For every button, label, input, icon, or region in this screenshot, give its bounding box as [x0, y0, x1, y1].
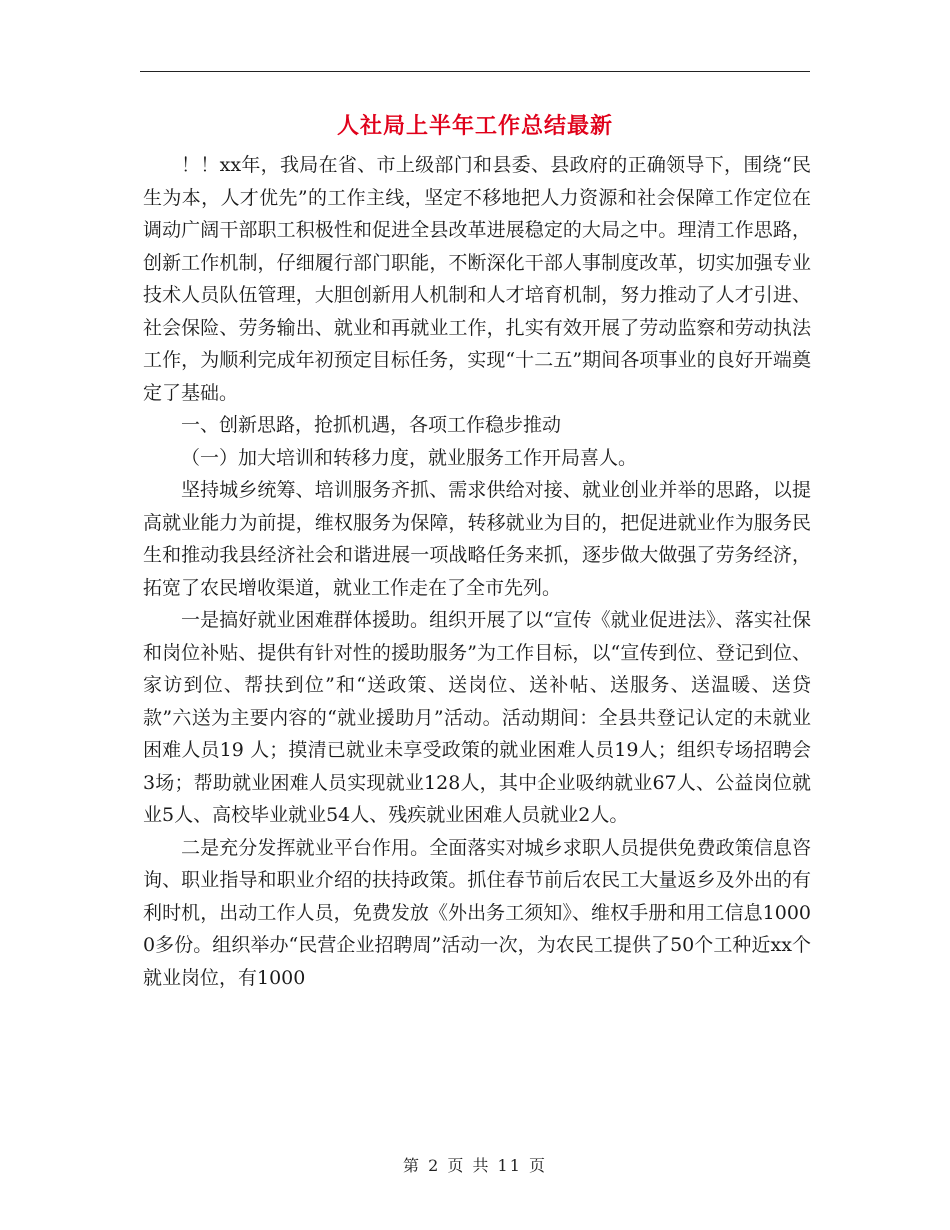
paragraph-strategy: 坚持城乡统筹、培训服务齐抓、需求供给对接、就业创业并举的思路，以提高就业能力为前提，维权服务为保障，转移就业为目的，把促进就业作为服务民生和推动我县经济社会和谐进展一项战略任务来抓，逐步做大做强了劳务经济，拓宽了农民增收渠道，就业工作走在了全市先列。	[143, 479, 811, 599]
subsection-heading: （一）加大培训和转移力度，就业服务工作开局喜人。	[181, 446, 638, 469]
paragraph-point-two: 二是充分发挥就业平台作用。全面落实对城乡求职人员提供免费政策信息咨询、职业指导和职业介绍的扶持政策。抓住春节前后农民工大量返乡及外出的有利时机，出动工作人员，免费发放《外出务工须知》、维权手册和用工信息10000多份。组织举办“民营企业招聘周”活动一次，为农民工提供了50个工种近xx个就业岗位，有1000	[143, 836, 811, 989]
section-heading: 一、创新思路，抢抓机遇，各项工作稳步推动	[181, 414, 562, 436]
paragraph-point-one: 一是搞好就业困难群体援助。组织开展了以“宣传《就业促进法》、落实社保和岗位补贴、提供有针对性的援助服务”为工作目标，以“宣传到位、登记到位、家访到位、帮扶到位”和“送政策、送岗位、送补帖、送服务、送温暖、送贷款”六送为主要内容的“就业援助月”活动。活动期间：全县共登记认定的未就业困难人员19 人；摸清已就业未享受政策的就业困难人员19人；组织专场招聘会3场；帮助就业困难人员实现就业128人，其中企业吸纳就业67人、公益岗位就业5人、高校毕业就业54人、残疾就业困难人员就业2人。	[143, 609, 811, 826]
page-number-footer: 第 2 页 共 11 页	[403, 1156, 547, 1175]
paragraph-intro: ！！xx年，我局在省、市上级部门和县委、县政府的正确领导下，围绕“民生为本，人才优先”的工作主线，坚定不移地把人力资源和社会保障工作定位在调动广阔干部职工积极性和促进全县改革进展稳定的大局之中。理清工作思路，创新工作机制，仔细履行部门职能，不断深化干部人事制度改革，切实加强专业技术人员队伍管理，大胆创新用人机制和人才培育机制，努力推动了人才引进、社会保险、劳务输出、就业和再就业工作，扎实有效开展了劳动监察和劳动执法工作，为顺利完成年初预定目标任务，实现“十二五”期间各项事业的良好开端奠定了基础。	[143, 154, 811, 404]
document-body	[143, 149, 811, 994]
document-title: 人社局上半年工作总结最新	[336, 113, 613, 139]
header-rule	[140, 71, 810, 72]
